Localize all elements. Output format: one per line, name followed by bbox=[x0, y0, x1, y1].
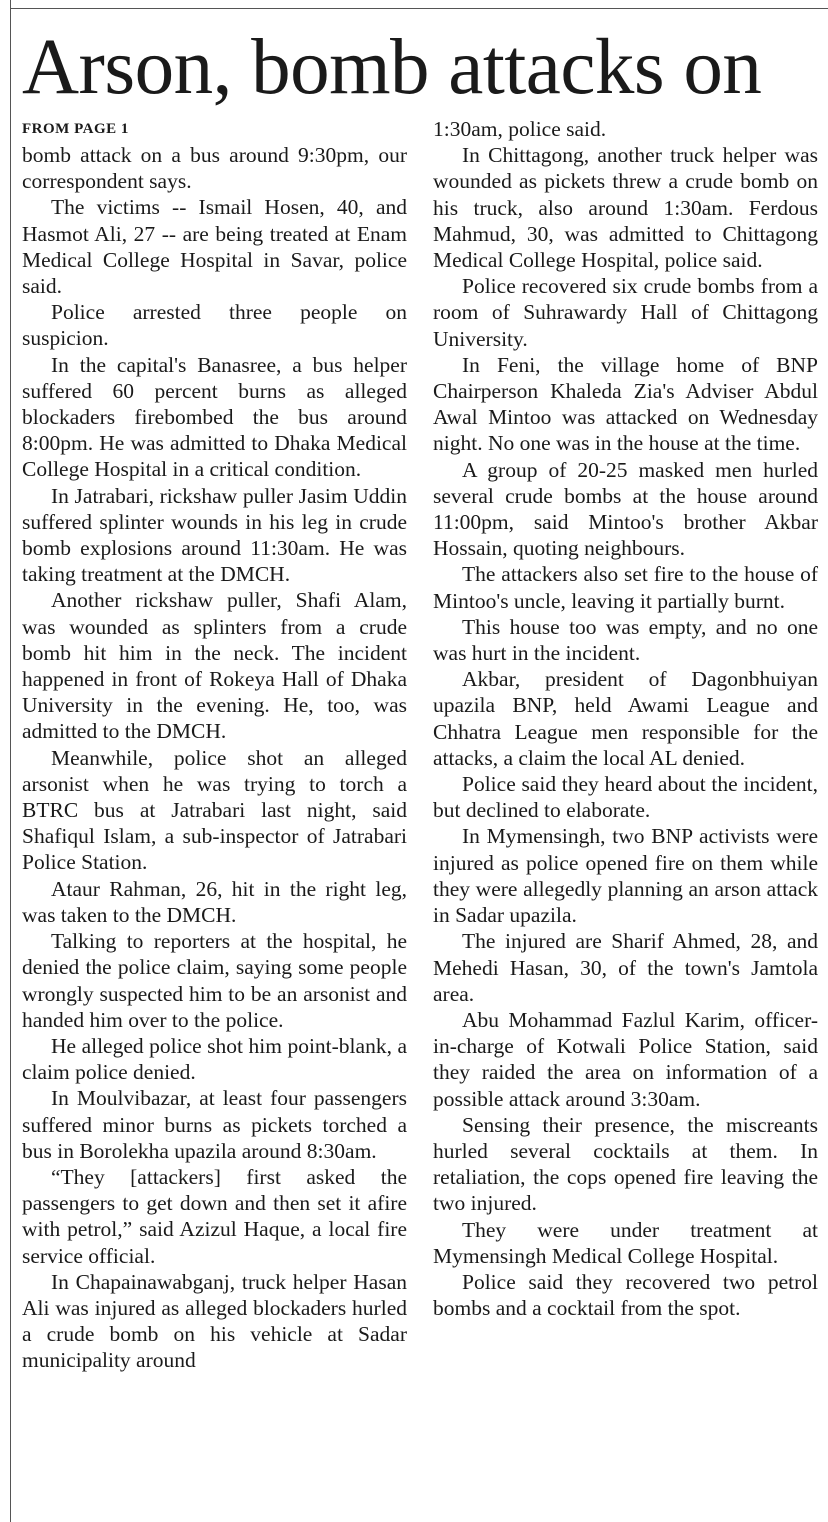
paragraph: A group of 20-25 masked men hurled several crude bombs at the house around 11:00pm, said Mintoo's brother Akbar Hossain, quoting neighbours. bbox=[433, 457, 818, 561]
paragraph: In Moulvibazar, at least four passengers suffered minor burns as pickets torched a bus in Borolekha upazila around 8:30am. bbox=[22, 1086, 407, 1163]
paragraph: In Feni, the village home of BNP Chairperson Khaleda Zia's Adviser Abdul Awal Mintoo was attacked on Wednesday night. No one was in the house at the time. bbox=[433, 352, 818, 456]
paragraph: Another rickshaw puller, Shafi Alam, was wounded as splinters from a crude bomb hit him in the neck. The incident happened in front of Rokeya Hall of Dhaka University in the evening. He, too, was admitted to the DMCH. bbox=[22, 588, 407, 744]
paragraph: In Chapainawabganj, truck helper Hasan Ali was injured as alleged blockaders hurled a crude bomb on his vehicle at Sadar municipality around bbox=[22, 1269, 407, 1373]
paragraph: The victims -- Ismail Hosen, 40, and Hasmot Ali, 27 -- are being treated at Enam Medical College Hospital in Savar, police said. bbox=[22, 195, 407, 299]
paragraph: This house too was empty, and no one was hurt in the incident. bbox=[433, 614, 818, 666]
paragraph: In Chittagong, another truck helper was wounded as pickets threw a crude bomb on his truck, also around 1:30am. Ferdous Mahmud, 30, was admitted to Chittagong Medical College Hospital, police said. bbox=[433, 143, 818, 273]
paragraph: Talking to reporters at the hospital, he denied the police claim, saying some people wrongly suspected him to be an arsonist and handed him over to the police. bbox=[22, 929, 407, 1032]
article-column-right bbox=[433, 116, 818, 1321]
paragraph: Akbar, president of Dagonbhuiyan upazila BNP, held Awami League and Chhatra League men responsible for the attacks, a claim the local AL denied. bbox=[433, 667, 818, 770]
article-column-left bbox=[22, 116, 407, 1374]
paragraph: Police said they recovered two petrol bombs and a cocktail from the spot. bbox=[433, 1269, 818, 1321]
paragraph: “They [attackers] first asked the passengers to get down and then set it afire with petrol,” said Azizul Haque, a local fire service official. bbox=[22, 1164, 407, 1268]
paragraph: Police recovered six crude bombs from a room of Suhrawardy Hall of Chittagong University. bbox=[433, 274, 818, 351]
paragraph: The attackers also set fire to the house of Mintoo's uncle, leaving it partially burnt. bbox=[433, 562, 818, 613]
paragraph: bomb attack on a bus around 9:30pm, our correspondent says. bbox=[22, 143, 407, 194]
paragraph: Police arrested three people on suspicion. bbox=[22, 300, 407, 351]
continuation-label: FROM PAGE 1 bbox=[22, 121, 129, 137]
paragraph: Ataur Rahman, 26, hit in the right leg, was taken to the DMCH. bbox=[22, 876, 407, 927]
paragraph: Abu Mohammad Fazlul Karim, officer-in-charge of Kotwali Police Station, said they raided the area on information of a possible attack around 3:30am. bbox=[433, 1007, 818, 1111]
page-border-left bbox=[10, 0, 11, 1522]
paragraph: In the capital's Banasree, a bus helper suffered 60 percent burns as alleged blockaders firebombed the bus around 8:00pm. He was admitted to Dhaka Medical College Hospital in a critical condition. bbox=[22, 352, 407, 482]
paragraph: He alleged police shot him point-blank, a claim police denied. bbox=[22, 1033, 407, 1085]
paragraph: In Mymensingh, two BNP activists were injured as police opened fire on them while they were allegedly planning an arson attack in Sadar upazila. bbox=[433, 824, 818, 928]
paragraph: 1:30am, police said. bbox=[433, 117, 607, 141]
paragraph: They were under treatment at Mymensingh Medical College Hospital. bbox=[433, 1217, 818, 1268]
paragraph: Sensing their presence, the miscreants hurled several cocktails at them. In retaliation, the cops opened fire leaving the two injured. bbox=[433, 1112, 818, 1216]
paragraph: Police said they heard about the incident, but declined to elaborate. bbox=[433, 772, 818, 823]
paragraph: The injured are Sharif Ahmed, 28, and Mehedi Hasan, 30, of the town's Jamtola area. bbox=[433, 929, 818, 1006]
page-border-top bbox=[10, 8, 828, 9]
paragraph: Meanwhile, police shot an alleged arsonist when he was trying to torch a BTRC bus at Jatrabari last night, said Shafiqul Islam, a sub-inspector of Jatrabari Police Station. bbox=[22, 745, 407, 875]
headline: Arson, bomb attacks on bbox=[22, 24, 762, 111]
paragraph: In Jatrabari, rickshaw puller Jasim Uddin suffered splinter wounds in his leg in crude bomb explosions around 11:30am. He was taking treatment at the DMCH. bbox=[22, 483, 407, 587]
